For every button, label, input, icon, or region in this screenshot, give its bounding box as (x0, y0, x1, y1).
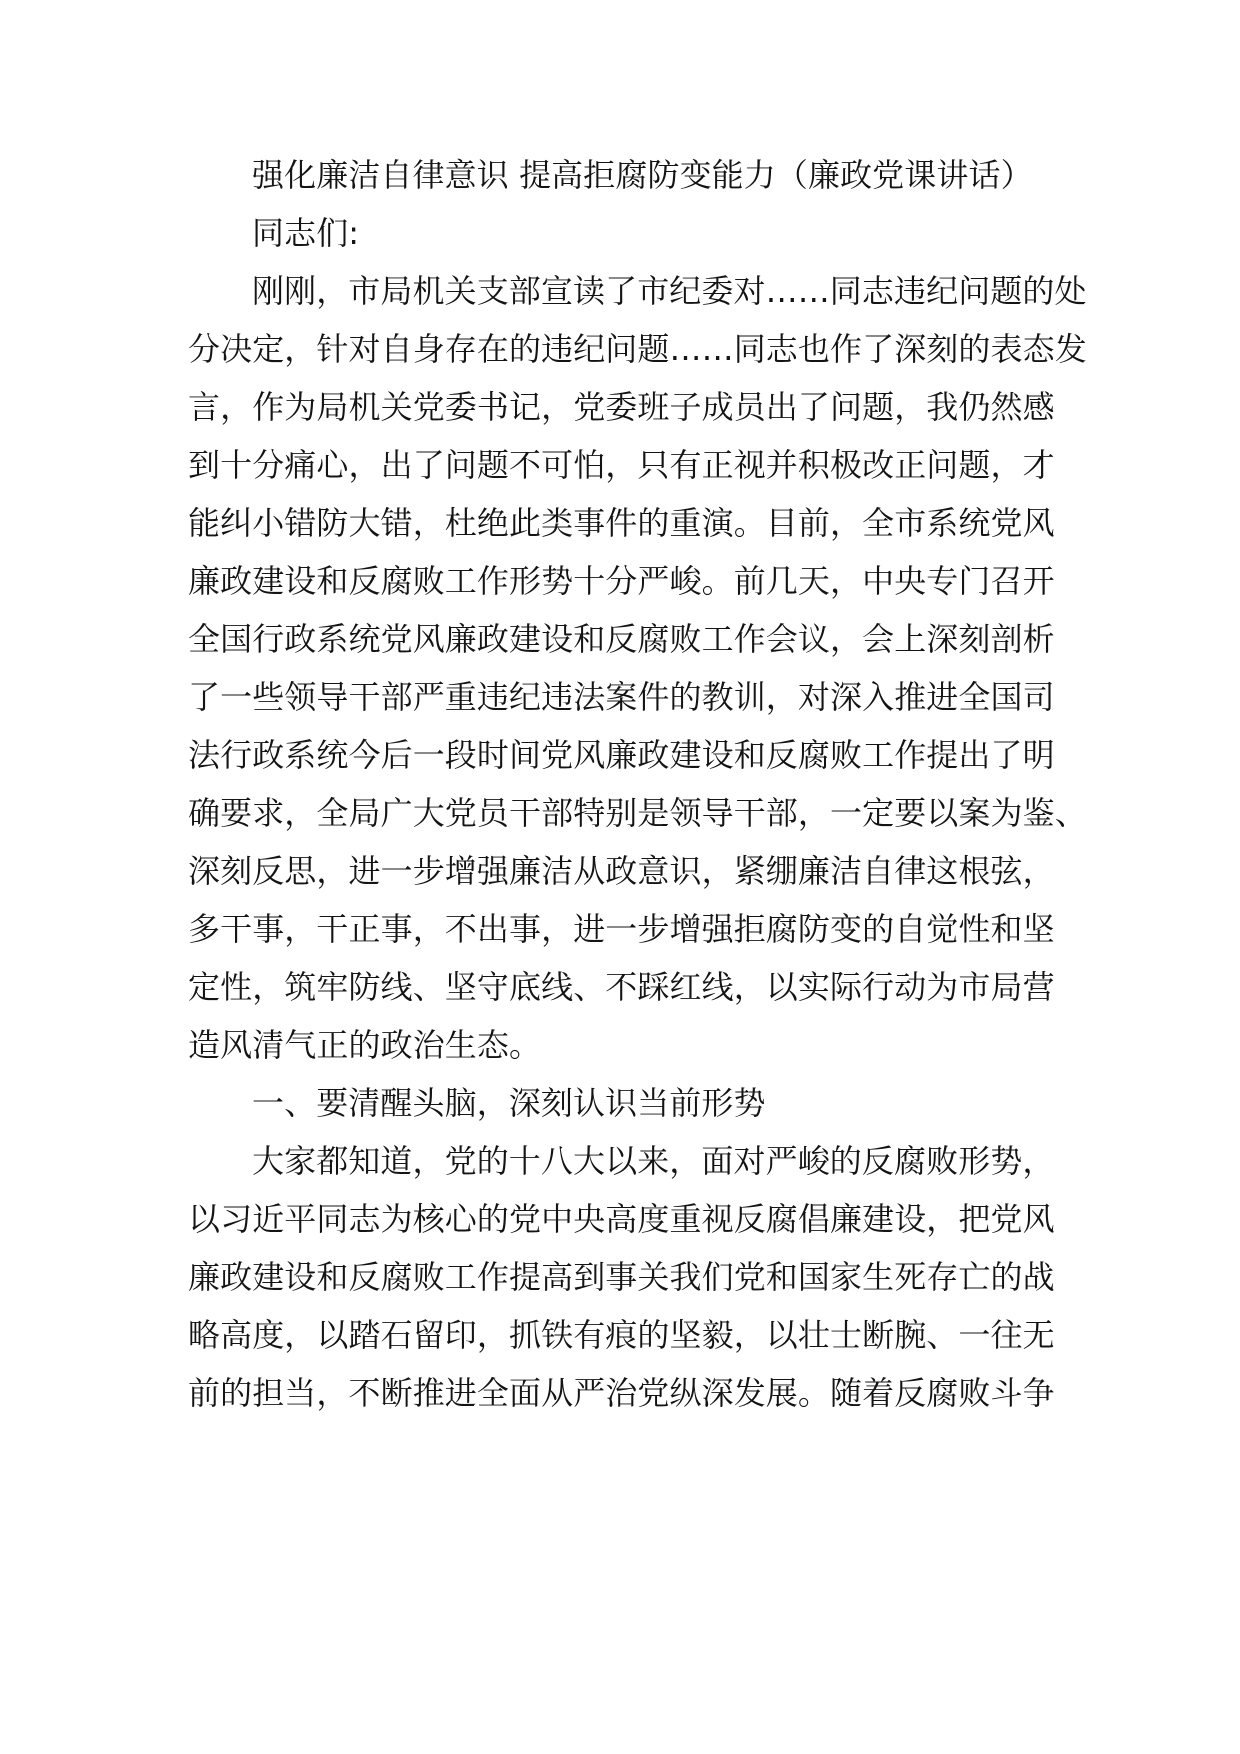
paragraph-line: 了一些领导干部严重违纪违法案件的教训，对深入推进全国司 (188, 678, 1055, 716)
salutation: 同志们: (252, 214, 360, 252)
paragraph-line: 到十分痛心，出了问题不可怕，只有正视并积极改正问题，才 (188, 446, 1055, 484)
paragraph-line: 法行政系统今后一段时间党风廉政建设和反腐败工作提出了明 (188, 736, 1055, 774)
section-heading: 一、要清醒头脑，深刻认识当前形势 (252, 1084, 766, 1122)
paragraph-line: 言，作为局机关党委书记，党委班子成员出了问题，我仍然感 (188, 388, 1055, 426)
paragraph-line: 廉政建设和反腐败工作形势十分严峻。前几天，中央专门召开 (188, 562, 1055, 600)
paragraph-line: 大家都知道，党的十八大以来，面对严峻的反腐败形势， (252, 1142, 1055, 1180)
paragraph-line: 廉政建设和反腐败工作提高到事关我们党和国家生死存亡的战 (188, 1258, 1055, 1296)
paragraph-line: 分决定，针对自身存在的违纪问题……同志也作了深刻的表态发 (188, 330, 1087, 368)
paragraph-line: 多干事，干正事，不出事，进一步增强拒腐防变的自觉性和坚 (188, 910, 1055, 948)
paragraph-line: 能纠小错防大错，杜绝此类事件的重演。目前，全市系统党风 (188, 504, 1055, 542)
paragraph-line: 前的担当，不断推进全面从严治党纵深发展。随着反腐败斗争 (188, 1374, 1055, 1412)
paragraph-line: 以习近平同志为核心的党中央高度重视反腐倡廉建设，把党风 (188, 1200, 1055, 1238)
paragraph-line: 确要求，全局广大党员干部特别是领导干部，一定要以案为鉴、 (188, 794, 1087, 832)
paragraph-line: 定性，筑牢防线、坚守底线、不踩红线，以实际行动为市局营 (188, 968, 1055, 1006)
paragraph-line: 刚刚，市局机关支部宣读了市纪委对……同志违纪问题的处 (252, 272, 1087, 310)
paragraph-line: 全国行政系统党风廉政建设和反腐败工作会议，会上深刻剖析 (188, 620, 1055, 658)
paragraph-line: 深刻反思，进一步增强廉洁从政意识，紧绷廉洁自律这根弦， (188, 852, 1055, 890)
paragraph-line: 略高度，以踏石留印，抓铁有痕的坚毅，以壮士断腕、一往无 (188, 1316, 1055, 1354)
paragraph-line: 造风清气正的政治生态。 (188, 1026, 542, 1064)
document-title: 强化廉洁自律意识 提高拒腐防变能力（廉政党课讲话） (252, 156, 1033, 194)
